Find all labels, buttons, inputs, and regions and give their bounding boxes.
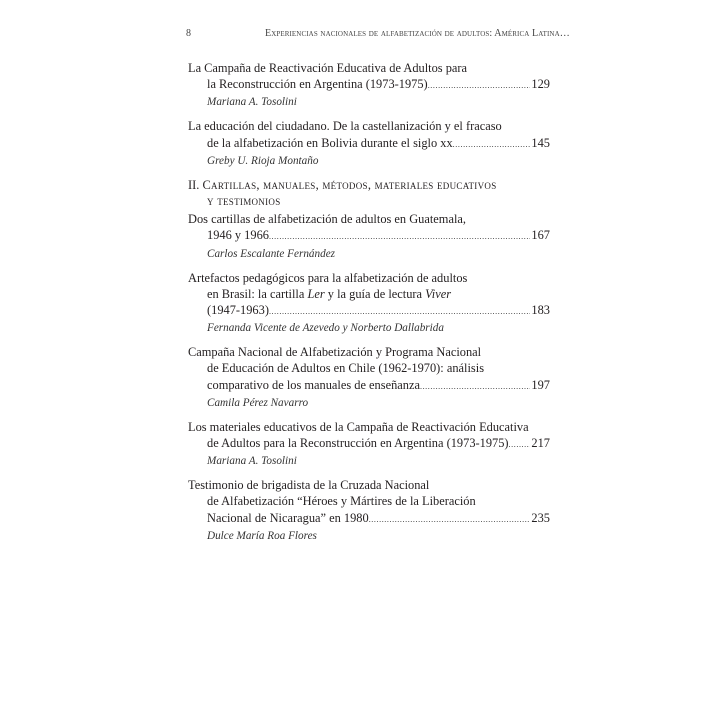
toc-entry-last-line — [188, 227, 550, 245]
toc-entry-last-line — [188, 76, 550, 94]
toc-entry-title-end: 1946 y 1966 — [207, 228, 269, 243]
toc-entry-title: Artefactos pedagógicos para la alfabetización de adultos — [188, 270, 468, 285]
toc-page-number: 129 — [531, 77, 550, 92]
toc-entry-title-end: (1947-1963) — [207, 303, 269, 318]
toc-entry-title: Dos cartillas de alfabetización de adultos en Guatemala, — [188, 212, 466, 227]
toc-entry-title: Los materiales educativos de la Campaña de Reactivación Educativa — [188, 419, 529, 434]
toc-entry-author: Dulce María Roa Flores — [207, 529, 317, 542]
toc-entry-last-line — [188, 135, 550, 153]
toc-entry-author: Greby U. Rioja Montaño — [207, 154, 319, 167]
toc-entry — [188, 477, 550, 544]
toc-page-number: 217 — [531, 436, 550, 451]
toc-entry-title: Testimonio de brigadista de la Cruzada Nacional — [188, 478, 430, 493]
toc-entry — [188, 211, 550, 261]
publication-title: Viver — [425, 286, 452, 301]
toc-entry-title-continued: en Brasil: la cartilla Ler y la guía de lectura Viver — [207, 286, 452, 301]
page-number: 8 — [186, 28, 191, 39]
toc-page-number: 197 — [531, 377, 550, 392]
toc-entry-author: Carlos Escalante Fernández — [207, 247, 336, 260]
toc-entry-title: Campaña Nacional de Alfabetización y Programa Nacional — [188, 345, 482, 360]
dot-leader — [453, 137, 531, 153]
toc-entry-last-line — [188, 435, 550, 453]
toc-page-number: 167 — [531, 228, 550, 243]
toc-entry — [188, 419, 550, 469]
toc-page-number: 183 — [531, 303, 550, 318]
toc-entry — [188, 344, 550, 411]
toc-entry-title-end: Nacional de Nicaragua” en 1980 — [207, 510, 369, 525]
section-title-line2: y testimonios — [207, 194, 281, 209]
toc-entry-title-end: la Reconstrucción en Argentina (1973-1975) — [207, 77, 428, 92]
dot-leader — [269, 304, 530, 320]
publication-title: Ler — [307, 286, 325, 301]
toc-entry-title-end: de Adultos para la Reconstrucción en Argentina (1973-1975) — [207, 436, 509, 451]
toc-entry-author: Mariana A. Tosolini — [207, 96, 297, 109]
toc-entry-title: La educación del ciudadano. De la castellanización y el fracaso — [188, 119, 502, 134]
toc-page-number: 235 — [531, 510, 550, 525]
toc-entry-last-line — [188, 510, 550, 528]
toc-entry-last-line — [188, 377, 550, 395]
toc-entry-author: Mariana A. Tosolini — [207, 455, 297, 468]
dot-leader — [428, 78, 531, 94]
toc-entry-title-end: de la alfabetización en Bolivia durante el siglo xx — [207, 135, 453, 150]
dot-leader — [269, 229, 530, 245]
toc-page-number: 145 — [531, 135, 550, 150]
section-number: II. — [188, 177, 200, 192]
section-heading — [188, 177, 550, 209]
toc-entry-title-continued: de Alfabetización “Héroes y Mártires de la Liberación — [207, 494, 476, 509]
dot-leader — [369, 512, 531, 528]
toc-entry-author: Camila Pérez Navarro — [207, 396, 309, 409]
running-header: Experiencias nacionales de alfabetización de adultos: América Latina… — [265, 28, 570, 39]
toc-entry-author: Fernanda Vicente de Azevedo y Norberto Dallabrida — [207, 322, 444, 335]
dot-leader — [420, 379, 530, 395]
toc-entry-last-line — [188, 302, 550, 320]
toc-entry-title-end: comparativo de los manuales de enseñanza — [207, 377, 420, 392]
toc-entry — [188, 270, 550, 337]
toc-entry-title: La Campaña de Reactivación Educativa de Adultos para — [188, 61, 468, 75]
toc-entry — [188, 118, 550, 168]
toc-entry — [188, 60, 550, 110]
section-title-line1: Cartillas, manuales, métodos, materiales educativos — [202, 177, 497, 192]
dot-leader — [509, 437, 531, 453]
table-of-contents — [188, 60, 550, 552]
toc-entry-title-continued: de Educación de Adultos en Chile (1962-1970): análisis — [207, 361, 485, 376]
